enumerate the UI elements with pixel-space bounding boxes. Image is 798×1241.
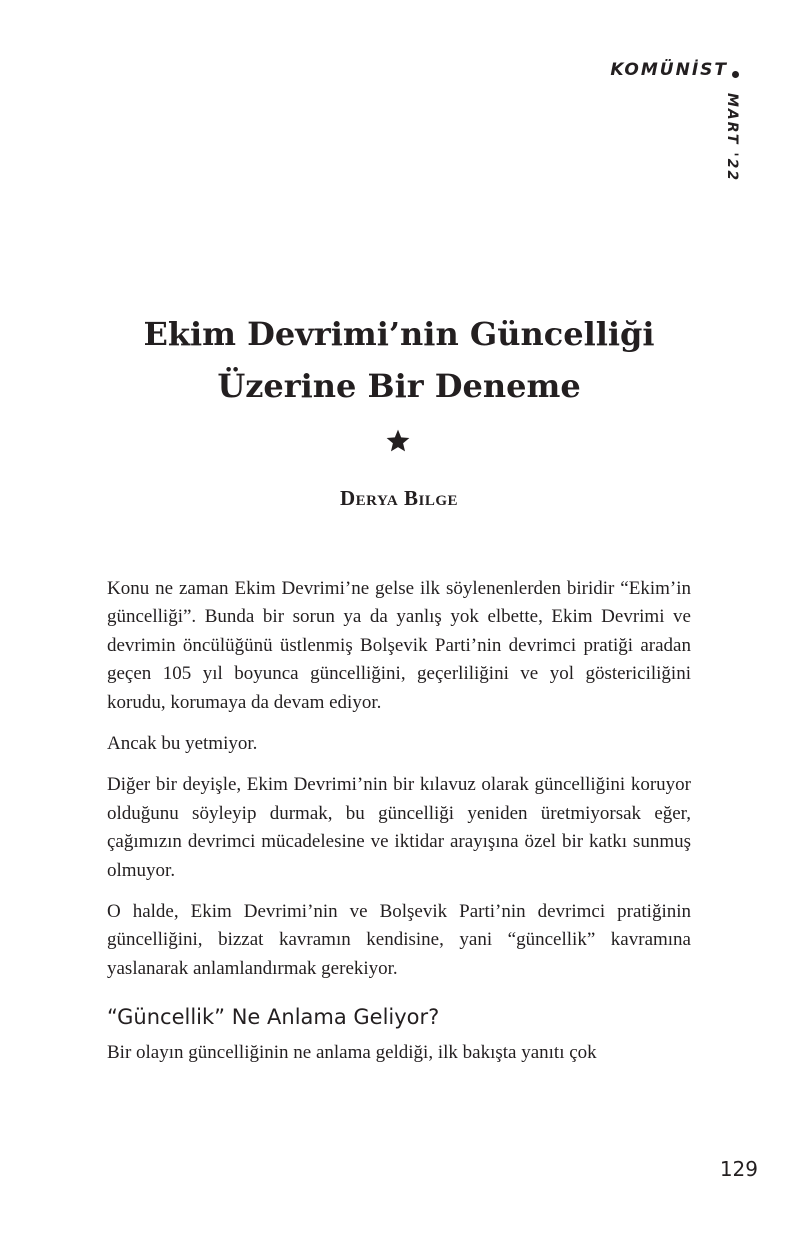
article-body bbox=[107, 575, 691, 1081]
article-title-line-2: Üzerine Bir Deneme bbox=[217, 367, 581, 405]
bullet-dot-icon bbox=[732, 71, 739, 78]
author-name: Derya Bilge bbox=[339, 486, 459, 510]
section-heading: “Güncellik” Ne Anlama Geliyor? bbox=[107, 1005, 440, 1030]
issue-date: MART '22 bbox=[724, 93, 740, 183]
star-icon bbox=[385, 428, 411, 454]
journal-name: KOMÜNİST bbox=[610, 60, 728, 80]
paragraph: Bir olayın güncelliğinin ne anlama geldiği, ilk bakışta yanıtı çok bbox=[107, 1042, 597, 1064]
paragraph: Ancak bu yetmiyor. bbox=[107, 733, 258, 755]
paragraph: Konu ne zaman Ekim Devrimi’ne gelse ilk söylenenlerden biridir “Ekim’in güncelliği”. Bunda bir sorun ya da yanlış yok elbette, Ekim Devrimi ve devrimin öncülüğünü üstlenmiş Bolşevik Parti’nin devrimci pratiği aradan geçen 105 yıl boyunca güncelliğini, geçerliliğini ve yol göstericiliğini korudu, korumaya da devam ediyor. bbox=[107, 578, 691, 713]
page-number: 129 bbox=[719, 1157, 758, 1181]
paragraph: Diğer bir deyişle, Ekim Devrimi’nin bir kılavuz olarak güncelliğini koruyor olduğunu söyleyip durmak, bu güncelliği yeniden üretmiyorsak eğer, çağımızın devrimci mücadelesine ve iktidar arayışına özel bir katkı sunmuş olmuyor. bbox=[107, 774, 691, 881]
paragraph: O halde, Ekim Devrimi’nin ve Bolşevik Parti’nin devrimci pratiğinin güncelliğini, bizzat kavramın kendisine, yani “güncellik” kavramına yaslanarak anlamlandırmak gerekiyor. bbox=[107, 901, 691, 979]
article-title bbox=[0, 308, 798, 412]
article-title-line-1: Ekim Devrimi’nin Güncelliği bbox=[143, 315, 655, 353]
